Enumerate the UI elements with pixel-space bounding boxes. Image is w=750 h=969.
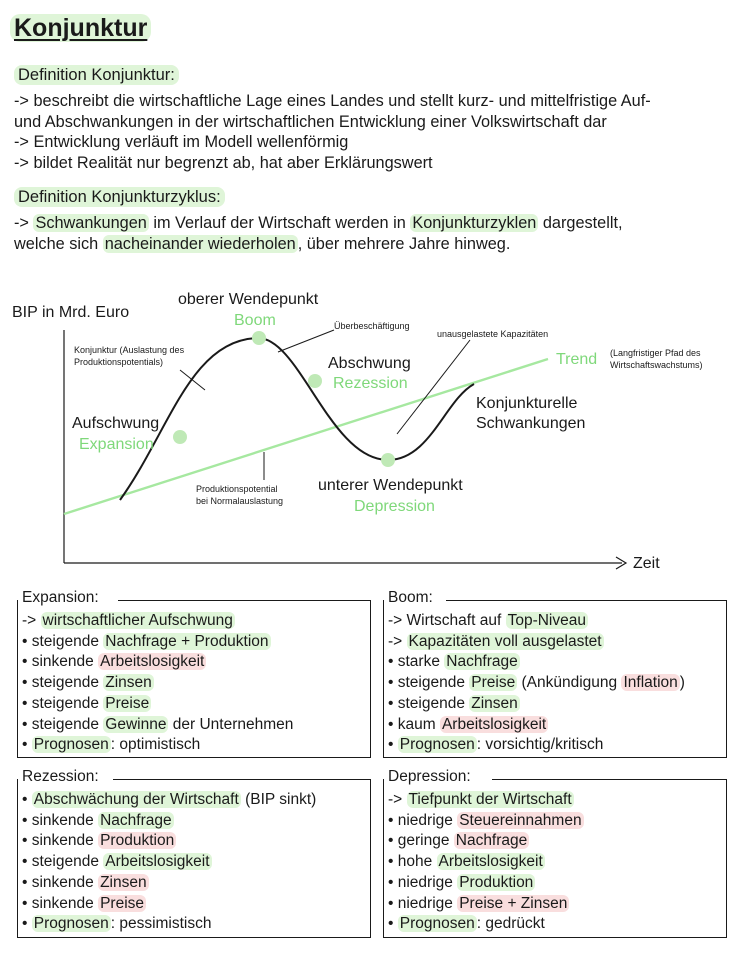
potential-note-line: Produktionspotential (196, 484, 278, 494)
text-run: dargestellt, (538, 214, 623, 232)
highlighted-term: Arbeitslosigkeit (441, 715, 547, 733)
business-cycle-diagram (0, 280, 750, 580)
konjunktur-note-line: Produktionspotentials) (74, 357, 164, 367)
box-caption: Boom: (388, 589, 438, 607)
trough-label: unterer Wendepunkt (318, 477, 463, 494)
list-item (22, 673, 293, 694)
text-run: -> (388, 632, 407, 650)
x-axis-label: Zeit (633, 555, 660, 572)
text-run: -> (14, 214, 34, 232)
text-run: , über mehrere Jahre hinweg. (297, 234, 511, 253)
aufschwung-label: Aufschwung (72, 415, 160, 432)
text-run: • sinkende (22, 873, 99, 891)
box-caption: Expansion: (22, 589, 104, 607)
text-run: : pessimistisch (110, 915, 212, 933)
highlighted-term: Arbeitslosigkeit (105, 853, 210, 871)
list-item (388, 673, 685, 694)
list-item (388, 852, 584, 873)
list-item (22, 811, 316, 832)
peak-label: oberer Wendepunkt (178, 291, 319, 308)
idle-capacity-label: unausgelastete Kapazitäten (437, 329, 549, 339)
text-run: : vorsichtig/kritisch (476, 736, 604, 754)
highlighted-term: Preise (105, 694, 150, 712)
highlighted-term: Arbeitslosigkeit (100, 653, 205, 671)
rezession-box (17, 768, 371, 938)
depression-marker (381, 453, 395, 467)
list-item (388, 652, 685, 673)
text-run: -> (22, 612, 41, 629)
overemployment-label: Überbeschäftigung (334, 321, 410, 331)
highlighted-term: Nachfrage (100, 811, 172, 829)
text-run: : gedrückt (476, 915, 545, 933)
highlighted-term: Gewinne (105, 715, 167, 733)
text-run: welche sich (14, 234, 103, 253)
rezession-marker (308, 374, 322, 388)
list-item (22, 914, 316, 935)
trend-note-line: Wirtschaftswachstums) (610, 360, 703, 370)
highlighted-term: Preise (471, 674, 516, 692)
highlighted-term: Zinsen (471, 694, 518, 712)
depression-label: Depression (354, 498, 435, 515)
boom-marker (252, 331, 266, 345)
highlighted-term: Prognosen (399, 736, 475, 754)
page-title-text: Konjunktur (10, 14, 151, 42)
highlighted-term: Kapazitäten voll ausgelastet (408, 632, 602, 650)
highlighted-term: Abschwächung der Wirtschaft (33, 791, 239, 808)
expansion-label: Expansion (79, 436, 154, 453)
highlight-konjunkturzyklen: Konjunkturzyklen (412, 214, 537, 232)
trend-note-line: (Langfristiger Pfad des (610, 348, 701, 358)
text-run: • (22, 791, 32, 808)
text-run: -> (388, 791, 407, 808)
highlighted-term: wirtschaftlicher Aufschwung (42, 612, 233, 629)
text-run: • steigende (22, 715, 104, 733)
text-run: • hohe (388, 853, 437, 871)
highlighted-term: Nachfrage + Produktion (105, 632, 269, 650)
text-run: • niedrige (388, 873, 458, 891)
box-list (22, 611, 293, 756)
text-run: im Verlauf der Wirtschaft werden in (148, 214, 411, 232)
trend-label: Trend (556, 351, 598, 368)
definition-line (14, 234, 744, 255)
overemployment-pointer (278, 330, 334, 352)
list-item (388, 735, 685, 756)
highlighted-term: Prognosen (33, 736, 109, 754)
definition-zyklus-heading (14, 188, 225, 207)
highlighted-term: Inflation (623, 674, 678, 692)
highlighted-term: Zinsen (100, 873, 147, 891)
highlighted-term: Arbeitslosigkeit (438, 853, 543, 871)
definition-line: und Abschwankungen in der wirtschaftlichen Entwicklung einer Volkswirtschaft dar (14, 112, 607, 131)
box-caption: Depression: (388, 768, 476, 786)
text-run: • steigende (388, 674, 470, 692)
expansion-marker (173, 430, 187, 444)
fluctuations-label: Schwankungen (476, 415, 586, 432)
text-run: • steigende (22, 674, 104, 692)
page-title (10, 14, 151, 43)
list-item (388, 715, 685, 736)
box-list (388, 611, 685, 756)
boom-label: Boom (234, 312, 276, 329)
text-run: • niedrige (388, 811, 458, 829)
highlighted-term: Prognosen (33, 915, 109, 933)
potential-note-line: bei Normalauslastung (196, 496, 284, 506)
list-item (22, 694, 293, 715)
boom-box (383, 589, 727, 758)
list-item (22, 790, 316, 811)
highlighted-term: Steuereinnahmen (459, 811, 582, 829)
definition-zyklus-heading-text: Definition Konjunkturzyklus: (14, 187, 225, 207)
list-item (22, 894, 316, 915)
list-item (388, 873, 584, 894)
list-item (388, 831, 584, 852)
text-run: (Ankündigung (517, 674, 622, 692)
highlighted-term: Top-Niveau (507, 612, 586, 629)
text-run: • steigende (22, 853, 104, 871)
cycle-curve (120, 338, 474, 500)
text-run: • (22, 736, 32, 754)
list-item (22, 652, 293, 673)
text-run: -> Wirtschaft auf (388, 612, 506, 629)
list-item (388, 894, 584, 915)
text-run: ) (679, 674, 685, 692)
definition-konjunktur-text (14, 91, 744, 173)
highlighted-term: Prognosen (399, 915, 475, 933)
text-run: • kaum (388, 715, 440, 733)
list-item (388, 790, 584, 811)
y-axis-label: BIP in Mrd. Euro (12, 304, 130, 321)
rezession-label: Rezession (333, 375, 408, 392)
definition-line: -> Entwicklung verläuft im Modell wellenförmig (14, 133, 349, 151)
highlighted-term: Preise + Zinsen (459, 894, 568, 912)
text-run: • sinkende (22, 653, 99, 671)
list-item (22, 611, 293, 632)
highlighted-term: Zinsen (105, 674, 152, 692)
abschwung-label: Abschwung (328, 355, 411, 372)
depression-box (383, 768, 727, 938)
highlighted-term: Produktion (100, 832, 175, 850)
list-item (388, 611, 685, 632)
list-item (388, 694, 685, 715)
text-run: • (388, 915, 398, 933)
box-list (388, 790, 584, 935)
highlighted-term: Nachfrage (455, 832, 528, 850)
list-item (22, 873, 316, 894)
konjunktur-pointer (180, 370, 205, 390)
definition-line (14, 213, 744, 234)
list-item (22, 632, 293, 653)
expansion-box (17, 589, 371, 758)
konjunktur-note-line: Konjunktur (Auslastung des (74, 345, 185, 355)
highlight-schwankungen: Schwankungen (35, 214, 147, 232)
text-run: • steigende (22, 694, 104, 712)
highlighted-term: Nachfrage (446, 653, 518, 671)
text-run: • sinkende (22, 832, 99, 850)
text-run: (BIP sinkt) (240, 791, 317, 808)
text-run: • sinkende (22, 894, 99, 912)
text-run: • sinkende (22, 811, 99, 829)
text-run: • steigende (22, 632, 104, 650)
list-item (22, 735, 293, 756)
list-item (388, 632, 685, 653)
definition-line: -> bildet Realität nur begrenzt ab, hat aber Erklärungswert (14, 153, 433, 172)
list-item (388, 811, 584, 832)
list-item (388, 914, 584, 935)
text-run: • starke (388, 653, 445, 671)
box-list (22, 790, 316, 935)
definition-konjunktur-heading-text: Definition Konjunktur: (14, 65, 179, 85)
text-run: • geringe (388, 832, 454, 850)
list-item (22, 831, 316, 852)
highlighted-term: Tiefpunkt der Wirtschaft (408, 791, 572, 808)
box-caption: Rezession: (22, 768, 104, 786)
list-item (22, 715, 293, 736)
text-run: • (22, 915, 32, 933)
definition-konjunktur-heading (14, 66, 179, 85)
definition-line: -> beschreibt die wirtschaftliche Lage eines Landes und stellt kurz- und mittelfristige Auf- (14, 92, 651, 110)
highlighted-term: Preise (100, 894, 145, 912)
text-run: • steigende (388, 694, 470, 712)
text-run: : optimistisch (110, 736, 201, 754)
list-item (22, 852, 316, 873)
highlight-wiederholen: nacheinander wiederholen (104, 234, 296, 253)
highlighted-term: Produktion (459, 873, 534, 891)
fluctuations-label: Konjunkturelle (476, 395, 578, 412)
text-run: • niedrige (388, 894, 458, 912)
text-run: der Unternehmen (168, 715, 294, 733)
text-run: • (388, 736, 398, 754)
definition-zyklus-text (14, 213, 744, 254)
